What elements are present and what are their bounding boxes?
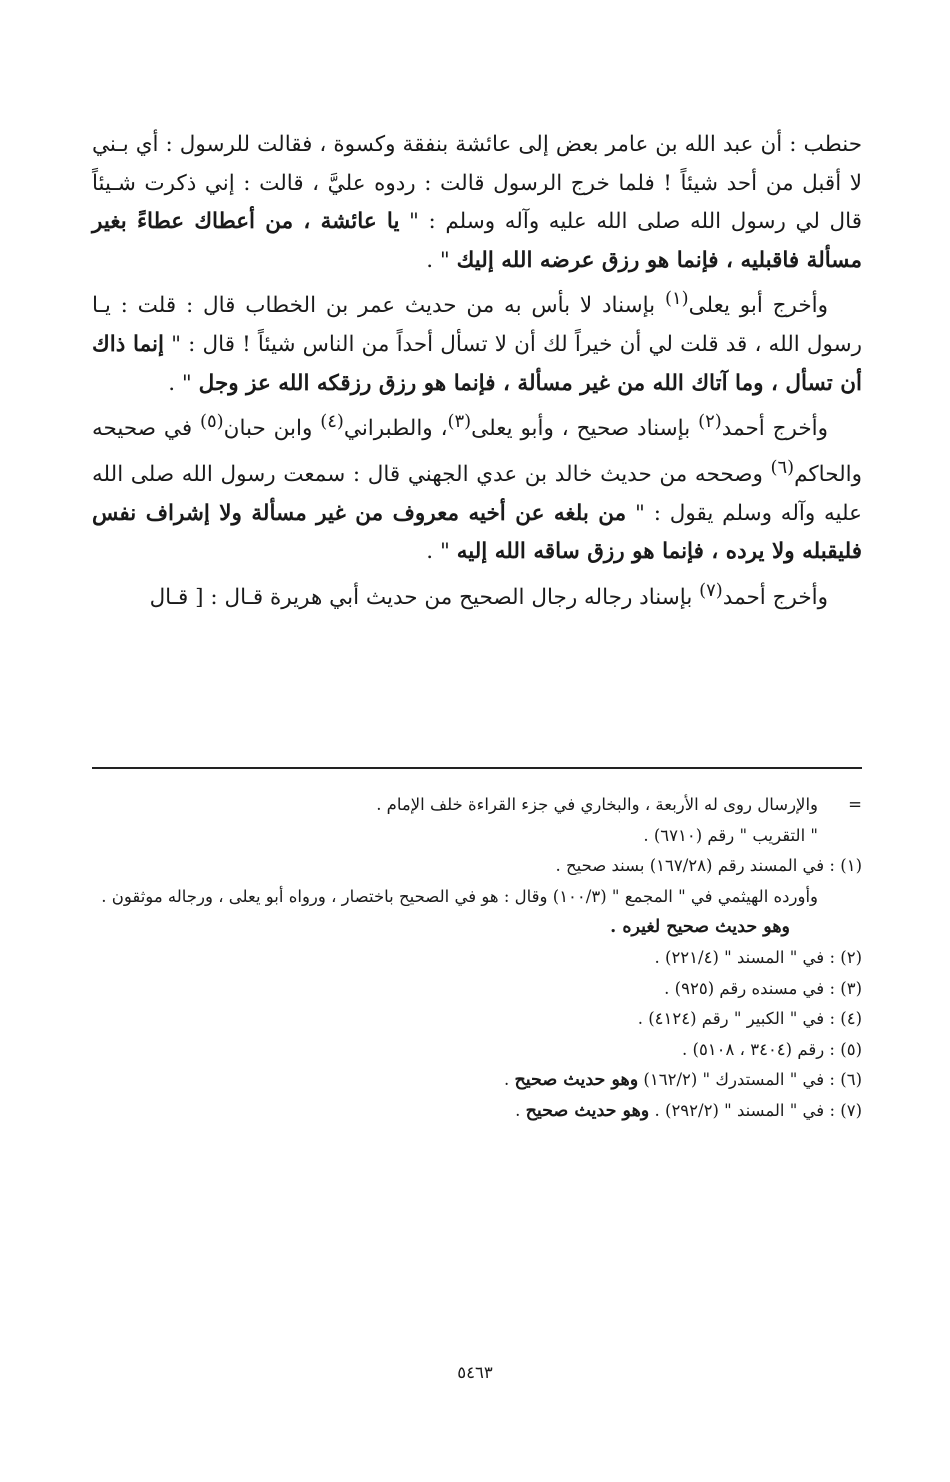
footnotes — [92, 790, 862, 1127]
footnote-1-detail — [92, 882, 862, 913]
page-number: ٥٤٦٣ — [457, 1363, 493, 1382]
footnote-2 — [92, 943, 862, 974]
footnote-ref: (٤) — [320, 411, 344, 433]
text: حنطب : أن عبد الله بن عامر بعض إلى عائشة بنفقة وكسوة ، فقالت للرسول : أي بـني لا أقبل من أحد شيئاً ! فلما خرج الرسول قالت : ردوه عليَّ ، قالت : إني ذكرت شـيئاً قال لي رسول الله صلى الله عليه وآله وسلم : " — [92, 132, 862, 235]
hadith-quote: يا عائشة ، من أعطاك عطاءً بغير مسألة فاقبليه ، فإنما هو رزق عرضه الله إليك — [92, 209, 862, 273]
footnote-1 — [92, 851, 862, 882]
footnote-ref: (٣) — [447, 411, 472, 433]
text: (١) : في المسند رقم (١٦٧/٢٨) بسند صحيح . — [555, 856, 862, 876]
text: (٦) : في " المستدرك " (١٦٢/٢) — [638, 1070, 862, 1090]
text: " . — [168, 370, 199, 396]
text: في صحيحه والحاكم — [92, 416, 862, 488]
footnote-ref: (٢) — [698, 411, 722, 433]
text: وأخرج أبو يعلى — [688, 293, 829, 319]
footnote-ref: (٥) — [200, 411, 224, 433]
text: " التقريب " رقم (٦٧١٠) . — [643, 825, 818, 845]
hadith-quote: من بلغه عن أخيه معروف من غير مسألة ولا إشراف نفس فليقبله ولا يرده ، فإنما هو رزق ساقه الله إليه — [92, 500, 862, 565]
paragraph-4 — [92, 572, 862, 618]
text: (٣) : في مسنده رقم (٩٢٥) . — [664, 978, 862, 998]
footnote-1-grade — [92, 912, 862, 943]
footnote-continuation — [92, 790, 862, 821]
footnote-ref: (٦) — [770, 457, 795, 479]
text: وأخرج أحمد — [721, 416, 829, 442]
hadith-grade: وهو حديث صحيح — [525, 1100, 650, 1121]
footnote-continuation — [92, 821, 862, 852]
footnote-6 — [92, 1065, 862, 1096]
footnote-separator — [92, 767, 862, 769]
footnote-7 — [92, 1096, 862, 1127]
text: " . — [426, 539, 457, 565]
text: ، والطبراني — [343, 416, 448, 442]
text: بإسناد لا بأس به من حديث عمر بن الخطاب قال : قلت : يـا رسول الله ، قد قلت لي أن خيراً لك أن لا تسأل أحداً من الناس شيئاً ! قال : " — [92, 293, 862, 358]
hadith-quote: إنما ذاك أن تسأل ، وما آتاك الله من غير مسألة ، فإنما هو رزق رزقكه الله عز وجل — [92, 332, 862, 396]
text: بإسناد رجاله رجال الصحيح من حديث أبي هريرة قـال : [ قـال — [149, 585, 700, 611]
hadith-grade: وهو حديث صحيح لغيره . — [610, 917, 790, 938]
footnote-ref: (١) — [664, 288, 689, 310]
paragraph-2 — [92, 280, 862, 403]
text: بإسناد صحيح ، وأبو يعلى — [471, 416, 699, 442]
hadith-grade: وهو حديث صحيح — [514, 1070, 639, 1091]
text: " . — [426, 247, 457, 273]
footnote-4 — [92, 1004, 862, 1035]
text: . — [515, 1100, 526, 1120]
continuation-mark: = — [848, 795, 862, 814]
paragraph-1 — [92, 126, 862, 280]
text: وأخرج أحمد — [722, 585, 828, 611]
text: وصححه من حديث خالد بن عدي الجهني قال : سمعت رسول الله صلى الله عليه وآله وسلم يقول : " — [92, 462, 862, 526]
footnote-5 — [92, 1035, 862, 1066]
text: . — [503, 1070, 515, 1090]
text: (٥) : رقم (٣٤٠٤ ، ٥١٠٨) . — [682, 1039, 862, 1059]
footnote-ref: (٧) — [699, 580, 723, 601]
paragraph-3 — [92, 403, 862, 572]
text: (٤) : في " الكبير " رقم (٤١٢٤) . — [637, 1009, 862, 1029]
footnote-3 — [92, 974, 862, 1005]
main-text — [92, 126, 862, 618]
text: وأورده الهيثمي في " المجمع " (١٠٠/٣) وقال : هو في الصحيح باختصار ، ورواه أبو يعلى ، ورجاله موثقون . — [101, 886, 818, 906]
text: (٧) : في " المسند " (٢٩٢/٢) . — [649, 1100, 862, 1120]
text: والإرسال روى له الأربعة ، والبخاري في جزء القراءة خلف الإمام . — [376, 795, 818, 814]
text: (٢) : في " المسند " (٢٢١/٤) . — [654, 947, 862, 967]
text: وابن حبان — [223, 416, 321, 442]
